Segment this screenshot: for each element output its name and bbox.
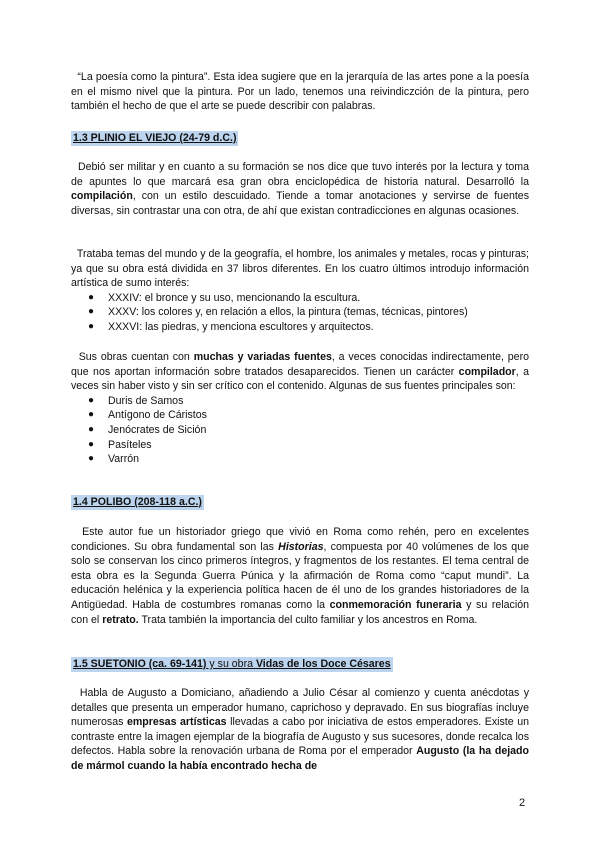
polibo-paragraph: Este autor fue un historiador griego que vivió en Roma como rehén, pero en excelentes condiciones. Su obra fundamental son las Historias, compuesta por 40 volúmenes de los que solo se conservan los cinco primeros íntegros, y fragmentos de los restantes. El tema central de esta obra es la Segunda Guerra Púnica y la afirmación de Roma como “caput mundi”. La educación helénica y la experiencia política hacen de él uno de los grandes historiadores de la Antigüedad. Habla de costumbres romanas como la conmemoración funeraria y su relación con el retrato. Trata también la importancia del culto familiar y los ancestros en Roma. [71,526,529,626]
sources-list [71,394,529,467]
bullet-icon: ● [88,306,95,318]
page-number: 2 [519,797,526,809]
bold-compilacion: compilación [71,190,133,203]
bullet-icon: ● [88,394,95,406]
list-item: ● XXXIV: el bronce y su uso, mencionando la escultura. [88,291,361,304]
section-polibo-heading-wrap [71,495,529,510]
section-suetonio-heading-wrap [71,657,529,672]
list-item: ● Pasíteles [88,438,152,451]
plinio-paragraph-3: Sus obras cuentan con muchas y variadas fuentes, a veces conocidas indirectamente, pero que nos aportan información sobre tratados desaparecidos. Tienen un carácter compilador, a veces sin haber visto y sin ser crítico con el contenido. Algunas de sus fuentes principales son: ● Duris de Samos ● Antígono de Cáristos ● Jenócrates de Sición ● Pasíteles ● Varrón [71,351,529,466]
books-list [71,291,529,335]
bullet-icon: ● [88,453,95,465]
list-item: ● Varrón [88,453,140,466]
list-item: ● Antígono de Cáristos [88,409,207,422]
section-heading-polibo: 1.4 POLIBO (208-118 a.C.) [73,496,202,508]
section-plinio-heading-wrap [71,131,529,146]
intro-text: “La poesía como la pintura”. Esta idea sugiere que en la jerarquía de las artes pone a la poesía en el mismo nivel que la pintura. Por un lado, tenemos una reivindiczción de la pintura, pero también el hecho de que el arte se puede describir con palabras. [71,71,529,113]
list-item: ● Duris de Samos [88,394,184,407]
bullet-icon: ● [88,438,95,450]
intro-paragraph [71,70,529,114]
list-item: ● Jenócrates de Sición [88,423,207,436]
bullet-icon: ● [88,320,95,332]
list-item: ● XXXV: los colores y, en relación a ellos, la pintura (temas, técnicas, pintores) [88,306,468,319]
plinio-paragraph-2: Trataba temas del mundo y de la geografía, el hombre, los animales y metales, rocas y pinturas; ya que su obra está dividida en 37 libros diferentes. En los cuatro últimos introdujo información artística de sumo interés: ● XXXIV: el bronce y su uso, mencionando la escultura. ● XXXV: los colores y, en relación a ellos, la pintura (temas, técnicas, pintores) ● XXXVI: las piedras, y menciona escultores y arquitectos. [71,248,529,333]
bullet-icon: ● [88,409,95,421]
section-heading-suetonio: 1.5 SUETONIO (ca. 69-141) y su obra Vidas de los Doce Césares [73,658,391,670]
list-item: ● XXXVI: las piedras, y menciona escultores y arquitectos. [88,320,374,333]
plinio-paragraph-1: Debió ser militar y en cuanto a su formación se nos dice que tuvo interés por la lectura y toma de apuntes lo que marcará esa gran obra enciclopédica de historia natural. Desarrolló la compilación, con un estilo descuidado. Tiende a tomar anotaciones y servirse de fuentes diversas, sin contrastar una con otra, de ahí que existan contradicciones en algunas ocasiones. [71,161,529,217]
bullet-icon: ● [88,291,95,303]
suetonio-paragraph: Habla de Augusto a Domiciano, añadiendo a Julio César al comienzo y cuenta anécdotas y detalles que presenta un emperador humano, caprichoso y depravado. En sus biografías incluye numerosas empresas artísticas llevadas a cabo por iniciativa de estos emperadores. Existe un contraste entre la imagen ejemplar de la biografía de Augusto y sus sucesores, donde recalca los defectos. Habla sobre la renovación urbana de Roma por el emperador Augusto (la ha dejado de mármol cuando la había encontrado hecha de [71,687,529,772]
bullet-icon: ● [88,423,95,435]
section-heading-plinio: 1.3 PLINIO EL VIEJO (24-79 d.C.) [73,132,237,144]
